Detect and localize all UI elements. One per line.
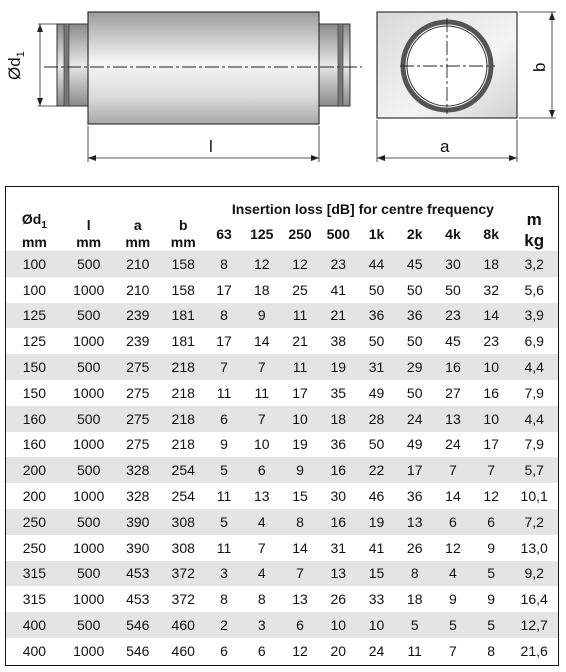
table-cell: 9 — [449, 591, 457, 608]
table-cell: 32 — [483, 281, 499, 298]
table-cell: 50 — [406, 384, 423, 401]
col-header-mass: m kg — [524, 210, 545, 250]
freq-header: 63 — [216, 226, 232, 242]
table-cell: 23 — [445, 307, 461, 324]
table-row — [6, 535, 558, 561]
freq-header: 250 — [288, 226, 312, 242]
table-cell: 12 — [292, 255, 308, 272]
table-cell: 1000 — [73, 591, 105, 608]
table-cell: 13 — [406, 513, 423, 530]
table-cell: 10 — [330, 617, 347, 634]
table-cell: 400 — [22, 617, 47, 634]
insertion-loss-header: Insertion loss [dB] for centre frequency — [231, 201, 494, 217]
table-cell: 11 — [216, 539, 232, 556]
col-header-diameter: $Ød_1$ mm — [21, 211, 47, 250]
table-cell: 19 — [292, 436, 308, 453]
table-cell: 46 — [368, 488, 385, 505]
table-cell: 11 — [216, 488, 232, 505]
table-cell: 23 — [330, 255, 347, 272]
table-cell: 4,4 — [524, 359, 544, 376]
table-cell: 41 — [330, 281, 347, 298]
table-cell: 9 — [220, 436, 228, 453]
table-cell: 33 — [368, 591, 385, 608]
table-cell: 218 — [171, 436, 195, 453]
table-cell: 9,2 — [524, 565, 544, 582]
table-cell: 49 — [368, 384, 385, 401]
table-cell: 308 — [171, 513, 195, 530]
table-cell: 500 — [77, 513, 101, 530]
table-cell: 9 — [257, 307, 266, 324]
specification-table — [5, 186, 559, 666]
table-cell: 150 — [22, 359, 47, 376]
table-row — [6, 406, 558, 432]
table-cell: 218 — [171, 384, 195, 401]
table-cell: 31 — [368, 359, 385, 376]
table-cell: 390 — [126, 539, 150, 556]
table-cell: 45 — [406, 255, 423, 272]
table-cell: 16 — [445, 359, 461, 376]
table-cell: 181 — [171, 307, 195, 324]
table-row — [6, 380, 558, 406]
table-cell: 11 — [254, 384, 270, 401]
table-cell: 13,0 — [520, 539, 548, 556]
freq-header: 8k — [483, 226, 499, 242]
table-cell: 17 — [483, 436, 499, 453]
table-row — [6, 303, 558, 329]
table-cell: 5,7 — [524, 462, 544, 479]
table-cell: 100 — [22, 281, 47, 298]
table-cell: 500 — [77, 410, 101, 427]
table-cell: 275 — [126, 410, 150, 427]
table-cell: 7 — [257, 539, 266, 556]
table-row — [6, 483, 558, 509]
table-cell: 9 — [487, 591, 496, 608]
table-cell: 24 — [368, 642, 385, 659]
table-cell: 158 — [171, 255, 195, 272]
table-cell: 7 — [220, 359, 228, 376]
table-cell: 328 — [126, 462, 150, 479]
table-cell: 150 — [22, 384, 47, 401]
table-cell: 200 — [22, 488, 47, 505]
table-cell: 308 — [171, 539, 195, 556]
table-cell: 125 — [22, 333, 47, 350]
col-header-length: l mm — [76, 217, 102, 250]
table-cell: 41 — [368, 539, 385, 556]
table-cell: 500 — [77, 617, 101, 634]
table-cell: 460 — [171, 642, 195, 659]
table-cell: 50 — [368, 436, 385, 453]
silencer-body — [88, 12, 319, 124]
table-cell: 160 — [22, 410, 47, 427]
table-cell: 50 — [406, 281, 423, 298]
table-cell: 5 — [220, 462, 228, 479]
table-cell: 16 — [330, 513, 347, 530]
table-cell: 8 — [410, 565, 419, 582]
table-cell: 7 — [296, 565, 304, 582]
table-cell: 1000 — [73, 436, 105, 453]
table-cell: 500 — [77, 255, 101, 272]
table-cell: 546 — [126, 642, 150, 659]
table-cell: 26 — [330, 591, 347, 608]
table-cell: 38 — [330, 333, 347, 350]
table-cell: 460 — [171, 617, 195, 634]
table-cell: 10 — [483, 359, 499, 376]
table-cell: 181 — [171, 333, 195, 350]
table-cell: 275 — [126, 384, 150, 401]
table-cell: 13 — [330, 565, 347, 582]
table-cell: 4 — [257, 565, 266, 582]
table-cell: 13 — [445, 410, 461, 427]
table-cell: 27 — [445, 384, 461, 401]
table-cell: 7,9 — [524, 436, 544, 453]
table-cell: 11 — [292, 359, 308, 376]
table-cell: 24 — [406, 410, 423, 427]
table-cell: 4 — [257, 513, 266, 530]
table-cell: 5 — [410, 617, 419, 634]
table-cell: 100 — [22, 255, 47, 272]
dimension-table — [6, 187, 558, 664]
freq-header: 1k — [368, 226, 385, 242]
table-cell: 17 — [216, 281, 232, 298]
table-cell: 45 — [445, 333, 461, 350]
table-row — [6, 457, 558, 483]
freq-header: 500 — [326, 226, 350, 242]
table-cell: 18 — [253, 281, 270, 298]
table-cell: 13 — [292, 591, 308, 608]
table-cell: 7 — [257, 410, 266, 427]
table-cell: 50 — [406, 333, 423, 350]
table-cell: 8 — [220, 255, 228, 272]
table-cell: 8 — [257, 591, 266, 608]
table-cell: 218 — [171, 410, 195, 427]
table-cell: 160 — [22, 436, 47, 453]
table-row — [6, 638, 558, 664]
table-cell: 8 — [220, 591, 228, 608]
table-cell: 10,1 — [520, 488, 548, 505]
table-cell: 12 — [253, 255, 270, 272]
table-cell: 25 — [292, 281, 308, 298]
table-cell: 315 — [22, 591, 47, 608]
table-cell: 36 — [406, 307, 423, 324]
table-cell: 4,4 — [524, 410, 544, 427]
table-cell: 20 — [330, 642, 347, 659]
table-cell: 18 — [406, 591, 423, 608]
table-cell: 10 — [483, 410, 499, 427]
table-cell: 6 — [257, 642, 266, 659]
table-cell: 3,9 — [524, 307, 544, 324]
end-view — [377, 12, 556, 162]
table-cell: 328 — [126, 488, 150, 505]
freq-header: 2k — [406, 226, 423, 242]
table-cell: 9 — [487, 539, 496, 556]
table-cell: 36 — [368, 307, 385, 324]
table-cell: 14 — [445, 488, 461, 505]
table-cell: 14 — [483, 307, 499, 324]
side-view — [5, 12, 362, 162]
table-cell: 200 — [22, 462, 47, 479]
table-cell: 1000 — [73, 384, 105, 401]
table-cell: 7 — [487, 462, 496, 479]
table-cell: 11 — [216, 384, 232, 401]
table-cell: 21,6 — [520, 642, 548, 659]
table-cell: 390 — [126, 513, 150, 530]
table-cell: 31 — [330, 539, 347, 556]
table-cell: 16 — [330, 462, 347, 479]
table-cell: 218 — [171, 359, 195, 376]
table-cell: 12 — [483, 488, 499, 505]
table-cell: 21 — [292, 333, 308, 350]
table-cell: 50 — [445, 281, 461, 298]
table-cell: 5,6 — [524, 281, 544, 298]
table-cell: 8 — [296, 513, 304, 530]
table-cell: 17 — [292, 384, 308, 401]
table-cell: 15 — [292, 488, 308, 505]
freq-header: 4k — [445, 226, 461, 242]
table-cell: 400 — [22, 642, 47, 659]
length-label: l — [209, 137, 213, 156]
table-row — [6, 354, 558, 380]
table-cell: 1000 — [73, 281, 105, 298]
table-cell: 17 — [406, 462, 423, 479]
table-cell: 8 — [220, 307, 228, 324]
table-cell: 10 — [253, 436, 270, 453]
table-cell: 7 — [257, 359, 266, 376]
table-cell: 250 — [22, 513, 47, 530]
table-cell: 7 — [449, 462, 457, 479]
table-cell: 500 — [77, 462, 101, 479]
table-cell: 275 — [126, 436, 150, 453]
table-cell: 125 — [22, 307, 47, 324]
table-cell: 3 — [220, 565, 228, 582]
table-cell: 453 — [126, 565, 150, 582]
table-row — [6, 432, 558, 458]
table-cell: 6 — [220, 642, 228, 659]
height-label: b — [530, 62, 549, 72]
col-header-a: a mm — [125, 217, 151, 250]
col-header-b: b mm — [170, 217, 196, 250]
table-cell: 250 — [22, 539, 47, 556]
table-cell: 3,2 — [524, 255, 544, 272]
table-cell: 6 — [296, 617, 304, 634]
table-cell: 500 — [77, 307, 101, 324]
table-cell: 29 — [406, 359, 423, 376]
table-cell: 50 — [368, 281, 385, 298]
table-cell: 6,9 — [524, 333, 544, 350]
table-cell: 500 — [77, 359, 101, 376]
right-spigot — [318, 24, 350, 106]
table-row — [6, 561, 558, 587]
table-cell: 372 — [171, 565, 195, 582]
table-cell: 239 — [126, 307, 150, 324]
table-cell: 14 — [253, 333, 270, 350]
table-cell: 30 — [330, 488, 347, 505]
table-cell: 18 — [483, 255, 499, 272]
table-cell: 158 — [171, 281, 195, 298]
table-cell: 315 — [22, 565, 47, 582]
table-cell: 1000 — [73, 642, 105, 659]
table-cell: 4 — [449, 565, 457, 582]
table-cell: 12 — [292, 642, 308, 659]
table-cell: 22 — [368, 462, 385, 479]
table-cell: 500 — [77, 565, 101, 582]
table-cell: 23 — [483, 333, 499, 350]
table-cell: 210 — [126, 281, 150, 298]
table-cell: 6 — [220, 410, 228, 427]
table-cell: 3 — [257, 617, 266, 634]
width-label: a — [440, 137, 450, 156]
table-row — [6, 509, 558, 535]
table-cell: 35 — [330, 384, 347, 401]
table-cell: 26 — [406, 539, 423, 556]
table-cell: 239 — [126, 333, 150, 350]
table-cell: 1000 — [73, 488, 105, 505]
technical-drawing — [0, 0, 566, 178]
right-spigot-ring — [338, 24, 343, 106]
table-cell: 7,9 — [524, 384, 544, 401]
table-cell: 12 — [445, 539, 461, 556]
table-cell: 6 — [257, 462, 266, 479]
table-cell: 11 — [407, 642, 422, 659]
table-cell: 6 — [487, 513, 496, 530]
table-cell: 36 — [406, 488, 423, 505]
table-cell: 11 — [292, 307, 308, 324]
table-cell: 210 — [126, 255, 150, 272]
table-cell: 1000 — [73, 333, 105, 350]
table-body — [6, 251, 558, 664]
table-cell: 372 — [171, 591, 195, 608]
table-cell: 24 — [445, 436, 461, 453]
table-cell: 5 — [487, 617, 496, 634]
table-cell: 275 — [126, 359, 150, 376]
header-row-1 — [6, 187, 558, 217]
table-cell: 17 — [216, 333, 232, 350]
table-row — [6, 328, 558, 354]
table-cell: 9 — [296, 462, 304, 479]
table-cell: 13 — [253, 488, 270, 505]
table-cell: 453 — [126, 591, 150, 608]
freq-header: 125 — [250, 226, 274, 242]
table-cell: 50 — [368, 333, 385, 350]
table-cell: 21 — [330, 307, 347, 324]
table-cell: 16,4 — [520, 591, 548, 608]
table-row — [6, 251, 558, 277]
table-cell: 254 — [171, 488, 195, 505]
table-cell: 7 — [449, 642, 457, 659]
table-cell: 18 — [330, 410, 347, 427]
table-cell: 15 — [368, 565, 385, 582]
table-cell: 5 — [220, 513, 228, 530]
table-cell: 1000 — [73, 539, 105, 556]
table-cell: 19 — [330, 359, 347, 376]
table-cell: 5 — [487, 565, 496, 582]
table-cell: 14 — [292, 539, 308, 556]
table-row — [6, 612, 558, 638]
table-cell: 10 — [368, 617, 385, 634]
diameter-label: $Ød_1$ — [5, 51, 27, 80]
table-cell: 49 — [406, 436, 423, 453]
table-cell: 546 — [126, 617, 150, 634]
table-cell: 7,2 — [524, 513, 544, 530]
table-cell: 8 — [487, 642, 496, 659]
table-cell: 28 — [368, 410, 385, 427]
table-cell: 44 — [368, 255, 385, 272]
left-spigot-ring — [64, 24, 69, 106]
table-cell: 19 — [368, 513, 385, 530]
table-cell: 254 — [171, 462, 195, 479]
table-cell: 10 — [292, 410, 308, 427]
left-spigot — [57, 24, 89, 106]
table-cell: 16 — [483, 384, 499, 401]
table-cell: 36 — [330, 436, 347, 453]
table-cell: 5 — [449, 617, 457, 634]
table-cell: 30 — [445, 255, 461, 272]
table-row — [6, 277, 558, 303]
table-cell: 2 — [220, 617, 228, 634]
table-cell: 6 — [449, 513, 457, 530]
table-cell: 12,7 — [520, 617, 548, 634]
table-row — [6, 586, 558, 612]
